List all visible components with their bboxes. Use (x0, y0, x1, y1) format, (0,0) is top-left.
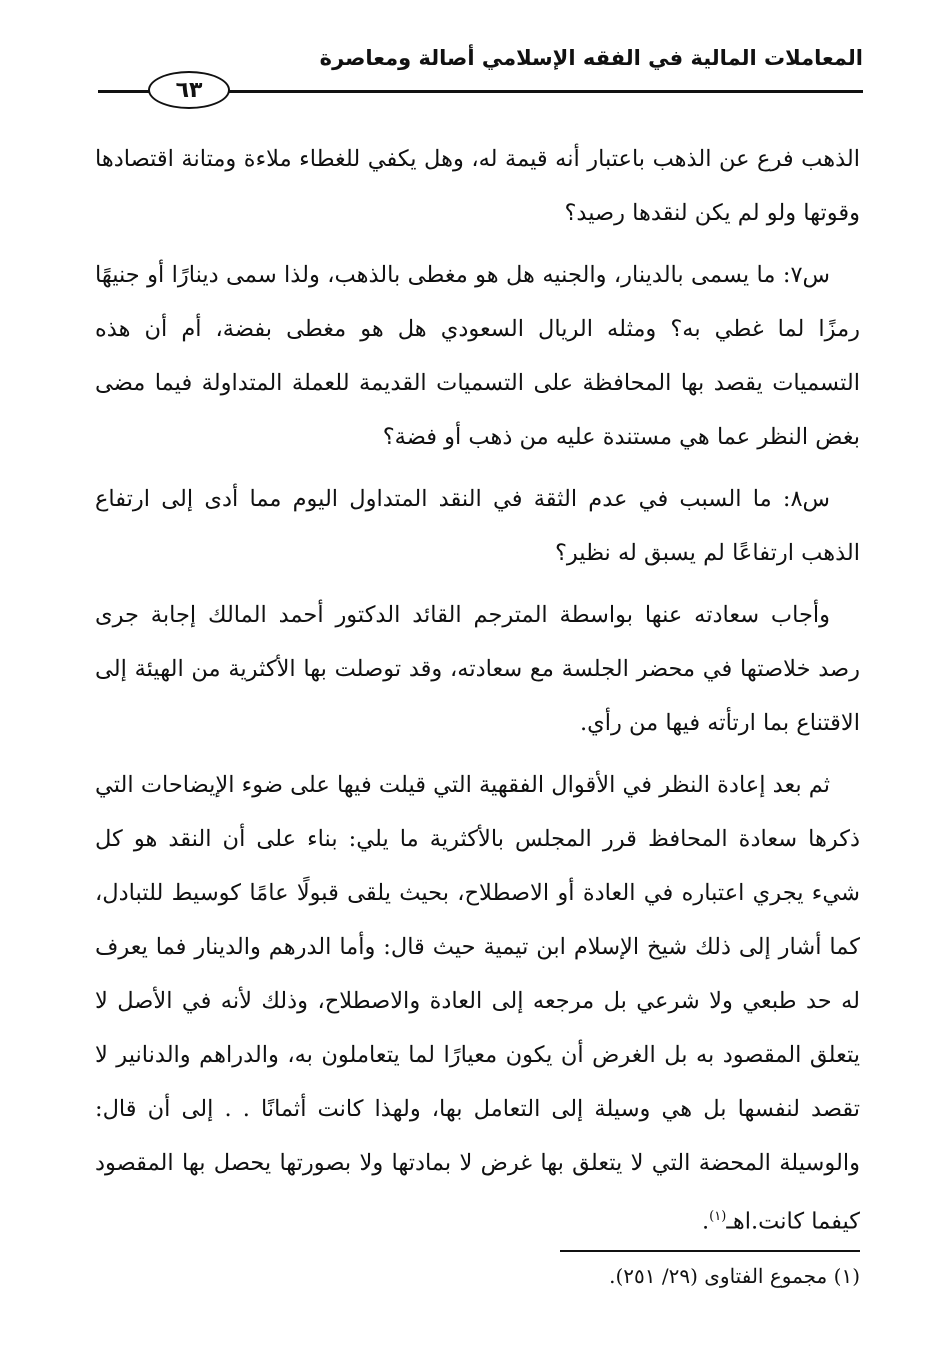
paragraph-5: ثم بعد إعادة النظر في الأقوال الفقهية التي قيلت فيها على ضوء الإيضاحات التي ذكرها سعادة المحافظ قرر المجلس بالأكثرية ما يلي: بناء على أن النقد هو كل شيء يجري اعتباره في العادة أو الاصطلاح، بحيث يلقى قبولًا عامًا كوسيط للتبادل، كما أشار إلى ذلك شيخ الإسلام ابن تيمية حيث قال: وأما الدرهم والدينار فما يعرف له حد طبعي ولا شرعي بل مرجعه إلى العادة والاصطلاح، وذلك لأنه في الأصل لا يتعلق المقصود به بل الغرض أن يكون معيارًا لما يتعاملون به، والدراهم والدنانير لا تقصد لنفسها بل هي وسيلة إلى التعامل بها، ولهذا كانت أثمانًا . . إلى أن قال: والوسيلة المحضة التي لا يتعلق بها غرض لا بمادتها ولا بصورتها يحصل بها المقصود كيفما كانت.اهـ$^{(١)}$. (95, 772, 860, 1235)
footnote-reference: (١) (709, 1209, 727, 1224)
page-number: ٦٣ (148, 71, 230, 109)
running-header: المعاملات المالية في الفقه الإسلامي أصالة ومعاصرة (319, 46, 863, 70)
paragraph-2: س٧: ما يسمى بالدينار، والجنيه هل هو مغطى بالذهب، ولذا سمى دينارًا أو جنيهًا رمزًا لما غطي به؟ ومثله الريال السعودي هل هو مغطى بفضة، أم أن هذه التسميات يقصد بها المحافظة على التسميات القديمة للعملة المتداولة فيما مضى بغض النظر عما هي مستندة عليه من ذهب أو فضة؟ (95, 262, 860, 450)
paragraph-4: وأجاب سعادته عنها بواسطة المترجم القائد الدكتور أحمد المالك إجابة جرى رصد خلاصتها في محضر الجلسة مع سعادته، وقد توصلت بها الأكثرية من الهيئة إلى الاقتناع بما ارتأته فيها من رأي. (95, 602, 860, 736)
paragraph-5-text: ثم بعد إعادة النظر في الأقوال الفقهية التي قيلت فيها على ضوء الإيضاحات التي ذكرها سعادة المحافظ قرر المجلس بالأكثرية ما يلي: بناء على أن النقد هو كل شيء يجري اعتباره في العادة أو الاصطلاح، بحيث يلقى قبولًا عامًا كوسيط للتبادل، كما أشار إلى ذلك شيخ الإسلام ابن تيمية حيث قال: وأما الدرهم والدينار فما يعرف له حد طبعي ولا شرعي بل مرجعه إلى العادة والاصطلاح، وذلك لأنه في الأصل لا يتعلق المقصود به بل الغرض أن يكون معيارًا لما يتعاملون به، والدراهم والدنانير لا تقصد لنفسها بل هي وسيلة إلى التعامل بها، ولهذا كانت أثمانًا . . إلى أن قال: والوسيلة المحضة التي لا يتعلق بها غرض لا بمادتها ولا بصورتها يحصل بها المقصود كيفما كانت.اهـ (95, 772, 860, 1235)
paragraph-3: س٨: ما السبب في عدم الثقة في النقد المتداول اليوم مما أدى إلى ارتفاع الذهب ارتفاعًا لم يسبق له نظير؟ (95, 486, 860, 566)
body-text (95, 132, 860, 1257)
footnote-rule (560, 1250, 860, 1252)
paragraph-1: الذهب فرع عن الذهب باعتبار أنه قيمة له، وهل يكفي للغطاء ملاءة ومتانة اقتصادها وقوتها ولو لم يكن لنقدها رصيد؟ (95, 146, 860, 226)
footnote: (١) مجموع الفتاوى (٢٩/ ٢٥١). (609, 1264, 860, 1288)
